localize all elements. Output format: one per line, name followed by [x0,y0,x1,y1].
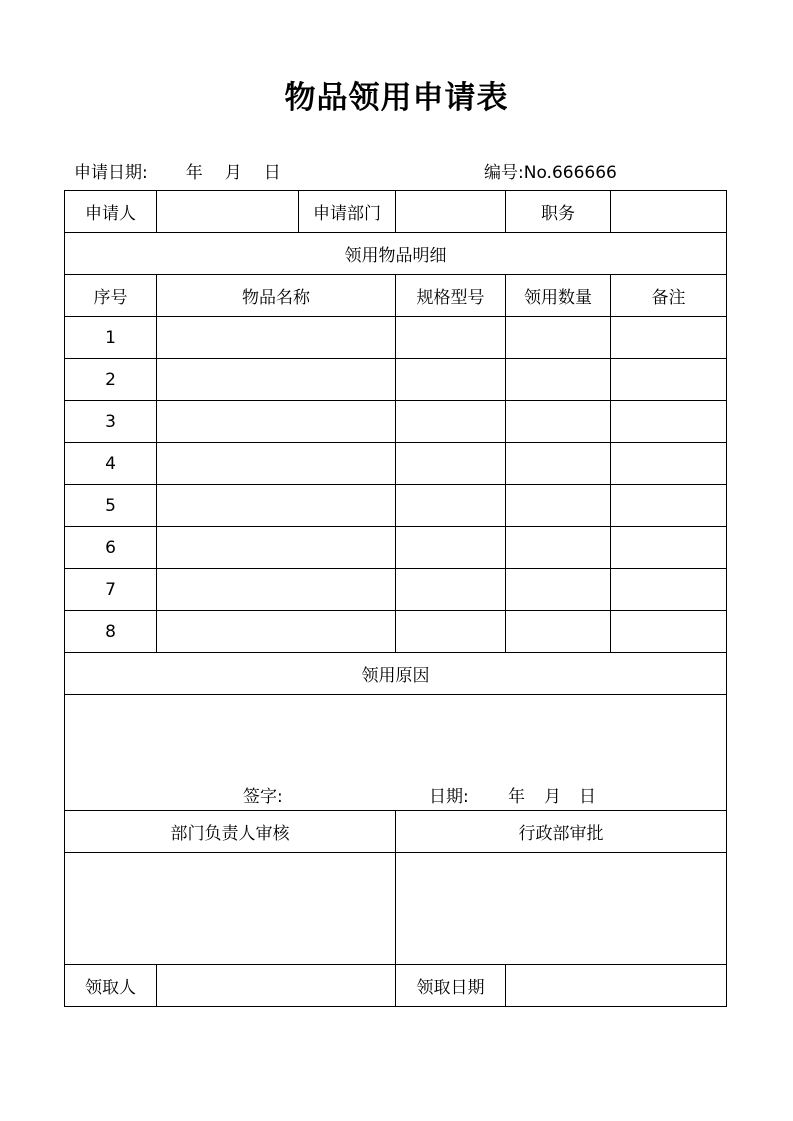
approval-header-row [65,811,727,853]
reason-content-row [65,695,727,811]
quantity-cell[interactable] [506,317,611,359]
row-number: 2 [65,359,157,401]
signature-year-label: 年 [508,787,525,807]
receipt-row [65,965,727,1007]
note-cell[interactable] [611,359,727,401]
signature-day-label: 日 [579,787,596,807]
applicant-field[interactable] [157,191,299,233]
table-row [65,359,727,401]
table-row [65,485,727,527]
note-cell[interactable] [611,527,727,569]
item-name-cell[interactable] [157,485,396,527]
application-date [74,158,281,183]
quantity-cell[interactable] [506,359,611,401]
signature-month-label: 月 [544,787,561,807]
spec-cell[interactable] [396,359,506,401]
table-header-row [65,275,727,317]
note-cell[interactable] [611,569,727,611]
spec-cell[interactable] [396,611,506,653]
reason-section-title: 领用原因 [65,653,727,695]
item-name-cell[interactable] [157,401,396,443]
detail-section-row [65,233,727,275]
item-name-cell[interactable] [157,443,396,485]
month-label: 月 [224,163,242,183]
spec-cell[interactable] [396,569,506,611]
table-row [65,611,727,653]
receipt-date-field[interactable] [506,965,727,1007]
department-field[interactable] [396,191,506,233]
spec-cell[interactable] [396,485,506,527]
form-title: 物品领用申请表 [284,80,509,116]
spec-cell[interactable] [396,401,506,443]
form-number: 编号:No.666666 [484,163,617,183]
department-label: 申请部门 [299,191,396,233]
position-field[interactable] [611,191,727,233]
table-row [65,569,727,611]
applicant-row [65,191,727,233]
note-cell[interactable] [611,317,727,359]
row-number: 7 [65,569,157,611]
row-number: 1 [65,317,157,359]
spec-cell[interactable] [396,317,506,359]
item-name-cell[interactable] [157,527,396,569]
row-number: 8 [65,611,157,653]
item-name-cell[interactable] [157,611,396,653]
row-number: 6 [65,527,157,569]
year-label: 年 [185,163,203,183]
item-name-cell[interactable] [157,317,396,359]
receiver-label: 领取人 [65,965,157,1007]
row-number: 4 [65,443,157,485]
note-cell[interactable] [611,611,727,653]
column-header-note: 备注 [611,275,727,317]
column-header-quantity: 领用数量 [506,275,611,317]
approval-content-row [65,853,727,965]
signature-line [65,782,726,807]
row-number: 3 [65,401,157,443]
quantity-cell[interactable] [506,569,611,611]
item-name-cell[interactable] [157,569,396,611]
item-name-cell[interactable] [157,359,396,401]
requisition-form-table [64,190,727,1007]
detail-section-title: 领用物品明细 [65,233,727,275]
column-header-spec: 规格型号 [396,275,506,317]
receiver-field[interactable] [157,965,396,1007]
spec-cell[interactable] [396,527,506,569]
row-number: 5 [65,485,157,527]
receipt-date-label: 领取日期 [396,965,506,1007]
table-row [65,527,727,569]
reason-field[interactable] [65,695,727,811]
note-cell[interactable] [611,485,727,527]
signature-label: 签字: [243,787,283,807]
table-row [65,317,727,359]
admin-approval-label: 行政部审批 [396,811,727,853]
table-row [65,443,727,485]
spec-cell[interactable] [396,443,506,485]
reason-section-row [65,653,727,695]
applicant-label: 申请人 [65,191,157,233]
quantity-cell[interactable] [506,401,611,443]
table-row [65,401,727,443]
note-cell[interactable] [611,401,727,443]
quantity-cell[interactable] [506,527,611,569]
signature-date-label: 日期: [429,787,469,807]
column-header-item-name: 物品名称 [157,275,396,317]
quantity-cell[interactable] [506,611,611,653]
dept-head-review-field[interactable] [65,853,396,965]
admin-approval-field[interactable] [396,853,727,965]
application-date-label: 申请日期: [74,163,148,183]
column-header-no: 序号 [65,275,157,317]
quantity-cell[interactable] [506,485,611,527]
day-label: 日 [263,163,281,183]
dept-head-review-label: 部门负责人审核 [65,811,396,853]
quantity-cell[interactable] [506,443,611,485]
note-cell[interactable] [611,443,727,485]
position-label: 职务 [506,191,611,233]
